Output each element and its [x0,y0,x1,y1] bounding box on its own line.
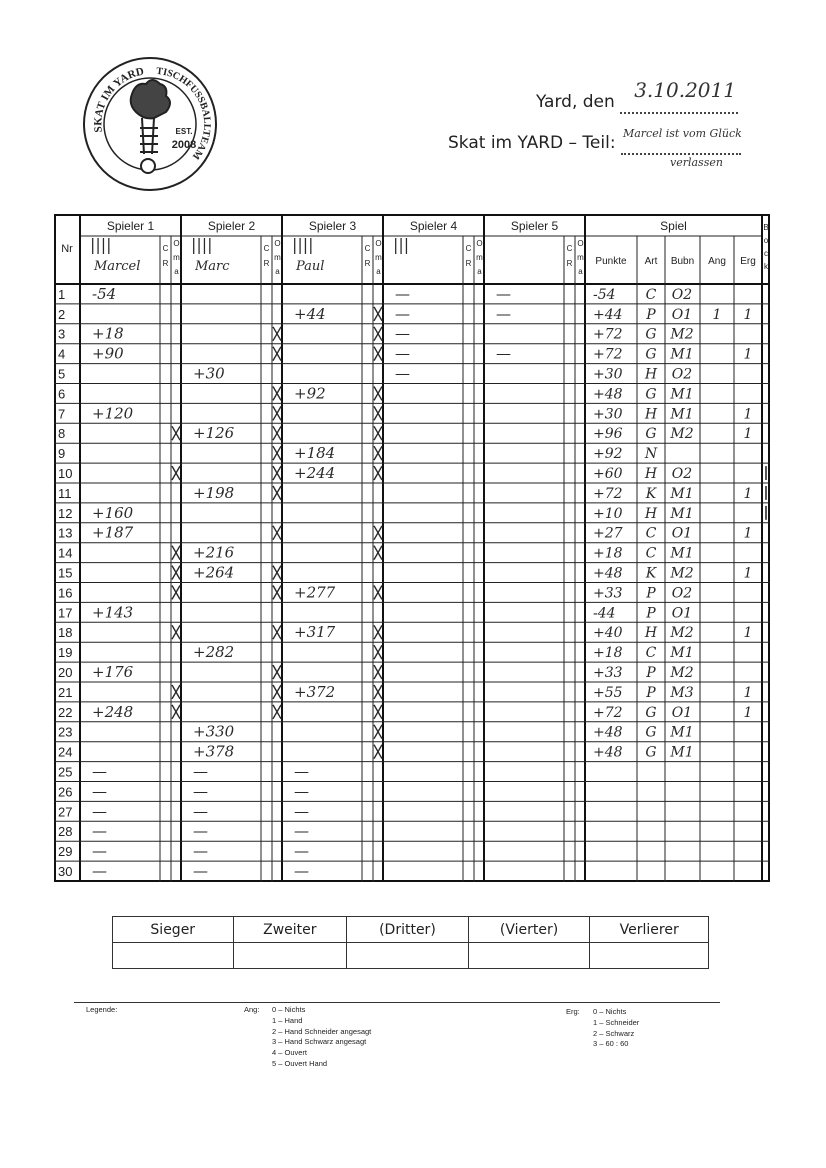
legend-ang-item: 4 – Ouvert [272,1048,308,1058]
oma-cross-mark [374,307,382,321]
player-1-score: +120 [92,404,134,423]
logo-est-year: 2008 [171,139,197,151]
row-number: 30 [58,864,73,879]
oma-cross-mark [273,685,281,699]
player-2-score: +30 [193,364,225,383]
spiel-header: Spiel [660,219,687,233]
player-2-score: — [193,782,208,801]
spiel-erg: 1 [743,525,753,542]
col-oma-label: m [577,253,584,262]
player-1-score: — [92,842,107,861]
spiel-bubn: M1 [670,346,694,363]
row-number: 15 [58,565,73,581]
spiel-punkte: +72 [593,326,623,343]
col-r-label: R [162,259,169,268]
result-table [112,916,709,969]
spiel-art: C [645,545,657,562]
winner-field[interactable] [113,943,234,969]
part-handwritten-2: verlassen [670,156,723,169]
bock-label: B [763,223,769,232]
spiel-punkte: +44 [593,306,623,323]
row-number: 28 [58,824,73,840]
player-4-header: Spieler 4 [409,219,458,233]
player-5-score: — [496,304,511,323]
oma-cross-mark [172,426,180,440]
player-3-score: +184 [294,444,336,463]
spiel-art: H [644,366,658,383]
row-number: 8 [58,426,66,442]
row-number: 27 [58,804,73,820]
player-2-score: — [193,842,208,861]
spiel-art: K [645,565,657,582]
spiel-art: G [645,386,657,403]
spiel-punkte: +40 [593,625,623,642]
spiel-art: G [645,744,657,761]
logo-text-top: SKAT IM YARD [92,65,146,133]
oma-cross-mark [374,526,382,540]
oma-cross-mark [374,705,382,719]
col-oma-label: O [476,239,483,248]
spiel-art: P [646,585,656,602]
winner-label: Sieger [113,917,234,943]
spiel-art: C [645,525,657,542]
spiel-bubn: M2 [670,565,694,582]
spiel-art: H [644,505,658,522]
col-oma-label: a [376,267,381,276]
player-2-score: +216 [193,543,235,562]
part-label: Skat im YARD – Teil: [448,133,616,153]
oma-cross-mark [273,665,281,679]
part-field[interactable] [621,127,742,155]
legend-divider [74,1002,720,1003]
oma-cross-mark [374,426,382,440]
third-label: (Dritter) [347,917,469,943]
oma-cross-mark [374,645,382,659]
spiel-art: C [645,645,657,662]
spiel-punkte: +33 [593,665,623,681]
loser-label: Verlierer [590,917,709,943]
spiel-art: K [645,485,657,502]
spiel-art: H [644,466,658,482]
spiel-bubn: M1 [670,485,694,502]
row-number: 17 [58,605,73,621]
oma-cross-mark [273,406,281,420]
spiel-erg: 1 [743,704,753,721]
player-2-tally: |||| [191,235,213,254]
spiel-bubn: M1 [670,724,694,741]
spiel-punkte: +18 [593,545,623,562]
player-4-tally: ||| [393,235,410,254]
oma-cross-mark [374,586,382,600]
row-number: 12 [58,505,73,521]
fourth-field[interactable] [468,943,590,969]
player-3-header: Spieler 3 [308,219,357,233]
spiel-bubn: M1 [670,744,694,761]
legend-erg-label: Erg: [566,1007,580,1016]
player-1-score: +143 [92,603,134,622]
spiel-bubn: M1 [670,505,694,522]
row-number: 22 [58,704,73,720]
spiel-art: P [646,605,656,622]
part-line [448,127,742,155]
fist-figure-icon [131,80,170,173]
oma-cross-mark [374,625,382,639]
spiel-art: G [645,326,657,343]
player-2-score: +126 [193,424,235,443]
spiel-art: C [645,286,657,303]
oma-cross-mark [273,327,281,341]
player-3-score: — [294,862,309,880]
oma-cross-mark [374,446,382,460]
spiel-erg: 1 [743,684,753,701]
spiel-punkte: +18 [593,645,623,662]
legend-ang-item: 3 – Hand Schwarz angesagt [272,1037,367,1047]
spiel-art: G [645,724,657,741]
spiel-punkte: +10 [593,505,623,522]
oma-cross-mark [273,347,281,361]
spiel-bubn: O2 [671,286,693,303]
col-oma-label: a [275,267,280,276]
second-label: Zweiter [233,917,347,943]
row-number: 3 [58,326,66,342]
score-table [54,214,770,882]
loser-field[interactable] [590,943,709,969]
row-number: 20 [58,665,73,680]
player-3-score: — [294,782,309,801]
col-c-label: C [566,244,573,253]
oma-cross-mark [273,466,281,480]
spiel-erg: 1 [743,625,753,642]
legend-erg-item: 1 – Schneider [593,1017,640,1027]
oma-cross-mark [273,426,281,440]
oma-cross-mark [374,406,382,420]
player-1-score: +90 [92,344,124,363]
oma-cross-mark [273,387,281,401]
player-2-header: Spieler 2 [207,219,256,233]
date-line [536,78,738,114]
oma-cross-mark [172,625,180,639]
spiel-erg: 1 [743,485,753,502]
spiel-punkte: -44 [593,605,616,622]
spiel-art: H [644,625,658,642]
bock-label: o [763,236,769,245]
row-number: 26 [58,784,73,800]
spiel-punkte: +48 [593,744,623,761]
col-c-label: C [364,244,371,253]
fourth-label: (Vierter) [468,917,590,943]
col-oma-label: m [375,253,382,262]
player-1-score: +176 [92,663,134,681]
col-c-label: C [162,244,169,253]
oma-cross-mark [172,685,180,699]
oma-cross-mark [273,486,281,500]
second-field[interactable] [233,943,347,969]
col-oma-label: O [274,239,281,248]
player-4-score: — [395,364,410,383]
oma-cross-mark [374,387,382,401]
row-number: 16 [58,585,73,601]
row-number: 13 [58,525,73,541]
col-oma-label: m [476,253,483,262]
player-4-score: — [395,304,410,323]
col-r-label: R [263,259,270,268]
player-2-name: Marc [195,259,230,274]
oma-cross-mark [273,526,281,540]
row-number: 11 [58,485,72,501]
row-number: 18 [58,625,73,641]
player-3-name: Paul [296,259,325,274]
team-logo [80,54,220,194]
col-oma-label: a [477,267,482,276]
legend-erg-list [593,1007,639,1050]
player-1-score: — [92,762,107,781]
spiel-punkte: +55 [593,684,623,701]
row-number: 23 [58,724,73,740]
spiel-col-bubn: Bubn [670,256,695,267]
player-3-score: +92 [294,384,326,403]
spiel-bubn: O1 [671,525,693,542]
player-1-score: — [92,822,107,841]
logo-est-label: EST. [175,127,193,136]
spiel-bubn: O1 [671,605,693,622]
spiel-erg: 1 [743,306,753,323]
col-r-label: R [566,259,573,268]
player-3-score: +277 [294,583,336,602]
player-4-score: — [395,344,410,363]
bock-label: k [764,262,768,271]
legend-ang-item: 5 – Ouvert Hand [272,1058,328,1068]
third-field[interactable] [347,943,469,969]
player-1-tally: |||| [90,235,112,254]
spiel-erg: 1 [743,406,753,423]
player-3-score: — [294,802,309,821]
player-2-score: +330 [193,722,235,741]
spiel-bubn: M2 [670,665,694,681]
oma-cross-mark [172,566,180,580]
col-oma-label: O [375,239,382,248]
player-2-score: — [193,862,208,880]
spiel-erg: 1 [743,565,753,582]
legend-ang-item: 1 – Hand [272,1015,303,1025]
col-oma-label: O [173,239,180,248]
row-number: 19 [58,645,73,661]
row-number: 7 [58,406,66,422]
player-5-header: Spieler 5 [510,219,559,233]
player-2-score: +264 [193,563,235,582]
spiel-punkte: +72 [593,704,623,721]
player-1-score: — [92,802,107,821]
oma-cross-mark [374,466,382,480]
spiel-punkte: +60 [593,466,623,482]
spiel-art: G [645,704,657,721]
legend-erg-item: 0 – Nichts [593,1007,627,1016]
legend-ang-item: 2 – Hand Schneider angesagt [272,1026,372,1036]
bock-label: c [764,249,768,258]
spiel-bubn: M1 [670,545,694,562]
player-1-name: Marcel [94,259,141,274]
legend-erg-item: 2 – Schwarz [593,1028,635,1038]
spiel-punkte: -54 [593,286,616,303]
spiel-bubn: O1 [671,306,693,323]
row-number: 2 [58,306,66,322]
player-3-score: — [294,822,309,841]
row-number: 14 [58,545,73,561]
nr-header: Nr [61,243,73,255]
spiel-bubn: O1 [671,704,693,721]
logo-text-right: TISCHFUSSBALLTEAM [155,65,213,162]
oma-cross-mark [172,586,180,600]
spiel-col-erg: Erg [740,256,756,267]
place-label: Yard, den [536,92,615,112]
spiel-art: H [644,406,658,423]
row-number: 24 [58,744,73,760]
spiel-bubn: M1 [670,645,694,662]
row-number: 10 [58,466,73,481]
spiel-bubn: M2 [670,326,694,343]
spiel-bubn: O2 [671,466,693,482]
spiel-bubn: O2 [671,585,693,602]
player-3-score: — [294,762,309,781]
spiel-punkte: +30 [593,366,623,383]
row-number: 29 [58,844,73,860]
col-oma-label: O [577,239,584,248]
player-5-score: — [496,284,511,303]
spiel-art: N [644,446,658,463]
spiel-punkte: +72 [593,485,623,502]
oma-cross-mark [374,665,382,679]
oma-cross-mark [374,546,382,560]
spiel-bubn: M2 [670,426,694,443]
spiel-punkte: +96 [593,426,623,443]
oma-cross-mark [273,625,281,639]
oma-cross-mark [172,546,180,560]
player-4-score: — [395,284,410,303]
col-r-label: R [364,259,371,268]
row-number: 4 [58,346,66,362]
spiel-erg: 1 [743,346,753,363]
oma-cross-mark [374,745,382,759]
spiel-punkte: +72 [593,346,623,363]
spiel-bubn: M2 [670,625,694,642]
spiel-bubn: O2 [671,366,693,383]
spiel-punkte: +33 [593,585,623,602]
legend-ang-label: Ang: [244,1005,260,1014]
spiel-punkte: +27 [593,525,623,542]
spiel-col-ang: Ang [708,256,726,267]
oma-cross-mark [172,466,180,480]
oma-cross-mark [374,725,382,739]
spiel-col-punkte: Punkte [595,256,627,267]
oma-cross-mark [172,705,180,719]
oma-cross-mark [273,446,281,460]
player-1-score: +160 [92,503,134,522]
player-2-score: +282 [193,643,235,662]
row-number: 9 [58,446,66,462]
player-5-score: — [496,344,511,363]
player-1-score: +18 [92,324,124,343]
player-3-tally: |||| [292,235,314,254]
player-3-score: — [294,842,309,861]
oma-cross-mark [374,327,382,341]
date-field[interactable] [620,78,738,114]
row-number: 21 [58,684,73,700]
player-1-score: — [92,782,107,801]
spiel-bubn: M1 [670,406,694,423]
oma-cross-mark [273,705,281,719]
player-2-score: — [193,822,208,841]
spiel-bubn: M3 [670,684,694,701]
spiel-art: P [646,684,656,701]
oma-cross-mark [273,586,281,600]
col-r-label: R [465,259,472,268]
col-oma-label: a [174,267,179,276]
spiel-punkte: +30 [593,406,623,423]
spiel-punkte: +48 [593,724,623,741]
player-3-score: +244 [294,464,336,482]
row-number: 1 [58,286,66,302]
player-2-score: +378 [193,742,235,761]
player-1-score: +248 [92,702,134,721]
row-number: 25 [58,764,73,780]
oma-cross-mark [273,566,281,580]
legend-ang-list [272,1005,371,1070]
part-handwritten-1: Marcel ist vom Glück [622,127,742,140]
oma-cross-mark [374,347,382,361]
player-2-score: +198 [193,483,235,502]
player-3-score: +317 [294,623,336,642]
legend-erg-item: 3 – 60 : 60 [593,1039,629,1049]
player-1-score: — [92,862,107,880]
spiel-art: P [646,306,656,323]
player-2-score: — [193,762,208,781]
player-2-score: — [193,802,208,821]
spiel-art: G [645,426,657,443]
player-1-score: -54 [92,284,117,303]
col-oma-label: a [578,267,583,276]
spiel-punkte: +48 [593,386,623,403]
col-oma-label: m [173,253,180,262]
player-1-score: +187 [92,523,134,542]
spiel-bubn: M1 [670,386,694,403]
spiel-ang: 1 [712,306,722,323]
spiel-erg: 1 [743,426,753,443]
spiel-col-art: Art [644,256,658,267]
player-4-score: — [395,324,410,343]
col-c-label: C [263,244,270,253]
oma-cross-mark [374,685,382,699]
player-3-score: +372 [294,682,336,701]
col-c-label: C [465,244,472,253]
row-number: 5 [58,366,66,382]
player-3-score: +44 [294,304,326,323]
spiel-art: P [646,665,656,681]
legend-ang-item: 0 – Nichts [272,1005,306,1014]
col-oma-label: m [274,253,281,262]
player-1-header: Spieler 1 [106,219,155,233]
spiel-punkte: +48 [593,565,623,582]
spiel-art: G [645,346,657,363]
legend-title: Legende: [86,1005,118,1014]
spiel-punkte: +92 [593,446,623,463]
date-handwritten: 3.10.2011 [634,78,736,102]
row-number: 6 [58,386,66,402]
